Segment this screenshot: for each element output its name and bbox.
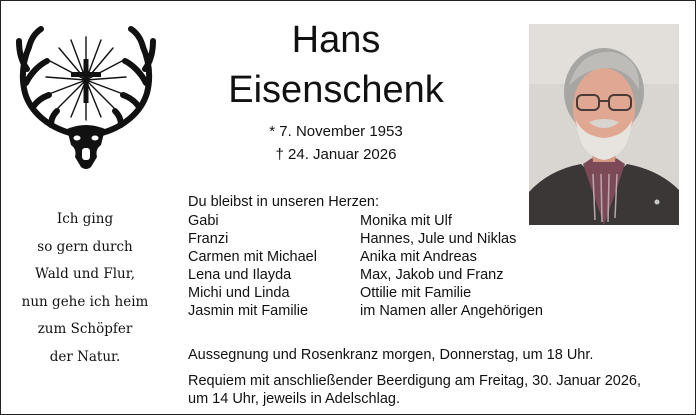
quote-line: nun gehe ich heim xyxy=(21,293,149,310)
requiem-notice xyxy=(188,372,668,408)
mourner-name: Jasmin mit Familie xyxy=(188,303,309,319)
stag-antlers-cross-icon xyxy=(15,21,157,173)
quote-line: Wald und Flur, xyxy=(35,266,135,283)
portrait-photo xyxy=(529,24,679,225)
mourners-left-column xyxy=(188,212,317,320)
requiem-line: Requiem mit anschließender Beerdigung am Freitag, 30. Januar 2026, xyxy=(188,373,641,389)
mourners-right-column xyxy=(360,212,543,320)
birth-date: * 7. November 1953 xyxy=(269,123,403,140)
mourner-name: Gabi xyxy=(188,213,219,229)
deceased-last-name: Eisenschenk xyxy=(228,69,444,111)
mourner-name: Ottilie mit Familie xyxy=(360,285,472,301)
mourner-name: Franzi xyxy=(188,231,229,247)
deceased-first-name: Hans xyxy=(291,19,381,61)
memorial-quote xyxy=(15,206,155,372)
mourners-title: Du bleibst in unseren Herzen: xyxy=(188,194,380,210)
mourner-name: Carmen mit Michael xyxy=(188,249,317,265)
blessing-notice: Aussegnung und Rosenkranz morgen, Donnerstag, um 18 Uhr. xyxy=(188,347,594,363)
mourner-name: Max, Jakob und Franz xyxy=(360,267,504,283)
mourner-name: im Namen aller Angehörigen xyxy=(360,303,543,319)
mourner-name: Monika mit Ulf xyxy=(360,213,452,229)
mourner-name: Lena und Ilayda xyxy=(188,267,292,283)
quote-line: Ich ging xyxy=(56,211,114,227)
mourner-name: Anika mit Andreas xyxy=(360,249,477,265)
quote-line: zum Schöpfer xyxy=(37,321,133,338)
quote-line: der Natur. xyxy=(49,348,121,365)
mourner-name: Michi und Linda xyxy=(188,285,290,301)
requiem-line: um 14 Uhr, jeweils in Adelschlag. xyxy=(188,391,400,407)
quote-line: so gern durch xyxy=(37,238,133,255)
death-date: † 24. Januar 2026 xyxy=(275,146,397,163)
mourner-name: Hannes, Jule und Niklas xyxy=(360,231,517,247)
